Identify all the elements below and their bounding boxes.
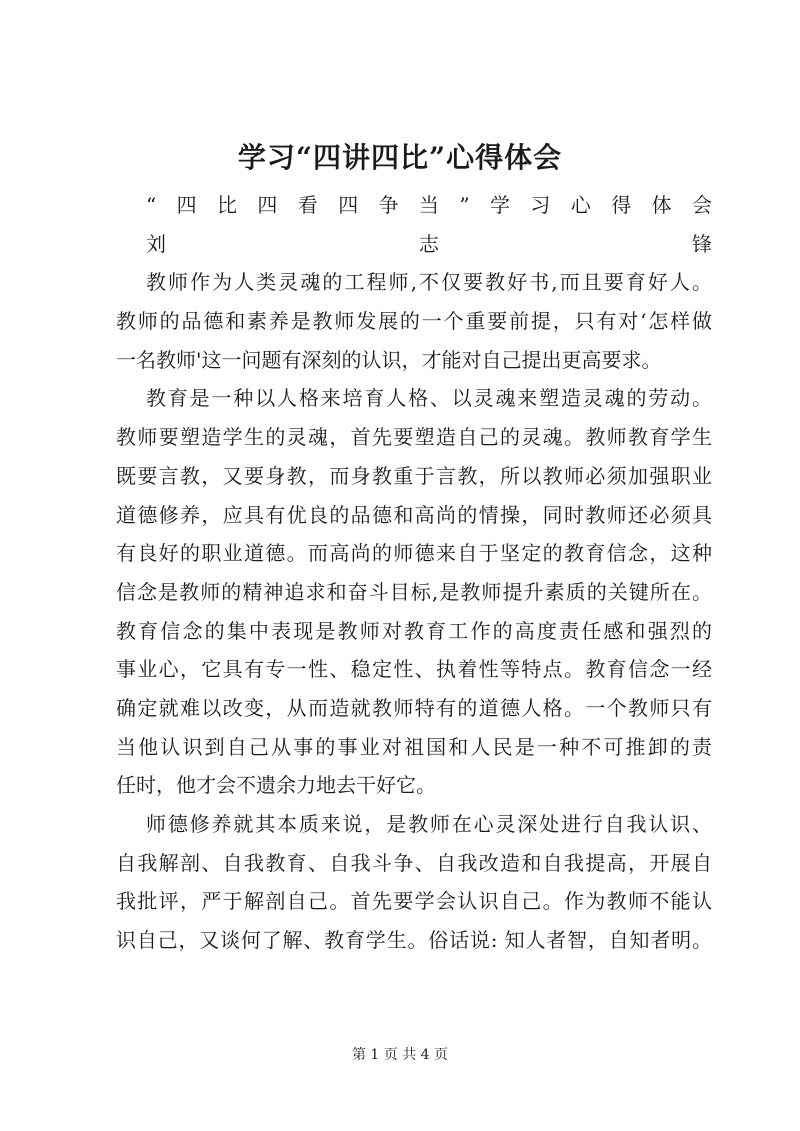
author-line: 刘志锋 bbox=[146, 231, 712, 256]
subtitle-line: “四比四看四争当”学习心得体会 bbox=[146, 193, 712, 217]
paragraph-line: 教育是一种以人格来培育人格、以灵魂来塑造灵魂的劳动。 bbox=[146, 386, 712, 411]
paragraph-line: 我批评，严于解剖自己。首先要学会认识自己。作为教师不能认 bbox=[116, 889, 712, 914]
paragraph-line: 确定就难以改变，从而造就教师特有的道德人格。一个教师只有 bbox=[116, 695, 712, 720]
document-title: 学习“四讲四比”心得体会 bbox=[237, 141, 563, 174]
paragraph-1 bbox=[116, 263, 712, 379]
paragraph-line: 当他认识到自己从事的事业对祖国和人民是一种不可推卸的责 bbox=[116, 734, 712, 759]
paragraph-line: 师德修养就其本质来说，是教师在心灵深处进行自我认识、 bbox=[146, 812, 712, 836]
paragraph-line: 识自己，又谈何了解、教育学生。俗话说: 知人者智，自知者明。 bbox=[116, 928, 712, 953]
paragraph-line: 教师要塑造学生的灵魂，首先要塑造自己的灵魂。教师教育学生 bbox=[116, 425, 712, 450]
paragraph-line: 教育信念的集中表现是教师对教育工作的高度责任感和强烈的 bbox=[116, 618, 712, 643]
paragraph-line: 自我解剖、自我教育、自我斗争、自我改造和自我提高，开展自 bbox=[116, 850, 712, 875]
paragraph-line: 信念是教师的精神追求和奋斗目标,是教师提升素质的关键所在。 bbox=[116, 579, 712, 604]
page-number-footer: 第 1 页 共 4 页 bbox=[351, 1047, 449, 1063]
paragraph-line: 一名教师'这一问题有深刻的认识，才能对自己提出更高要求。 bbox=[116, 347, 662, 372]
document-body bbox=[116, 186, 712, 960]
paragraph-line: 事业心，它具有专一性、稳定性、执着性等特点。教育信念一经 bbox=[116, 657, 712, 682]
paragraph-line: 教师作为人类灵魂的工程师,不仅要教好书,而且要育好人。 bbox=[146, 270, 712, 295]
paragraph-2 bbox=[116, 379, 712, 805]
paragraph-line: 教师的品德和素养是教师发展的一个重要前提，只有对‘怎样做 bbox=[116, 309, 712, 334]
paragraph-line: 既要言教，又要身教，而身教重于言教，所以教师必须加强职业 bbox=[116, 463, 712, 488]
paragraph-line: 道德修养，应具有优良的品德和高尚的情操，同时教师还必须具 bbox=[116, 502, 712, 527]
paragraph-3 bbox=[116, 805, 712, 960]
paragraph-line: 有良好的职业道德。而高尚的师德来自于坚定的教育信念，这种 bbox=[116, 541, 712, 566]
paragraph-line: 任时，他才会不遗余力地去干好它。 bbox=[116, 773, 436, 798]
